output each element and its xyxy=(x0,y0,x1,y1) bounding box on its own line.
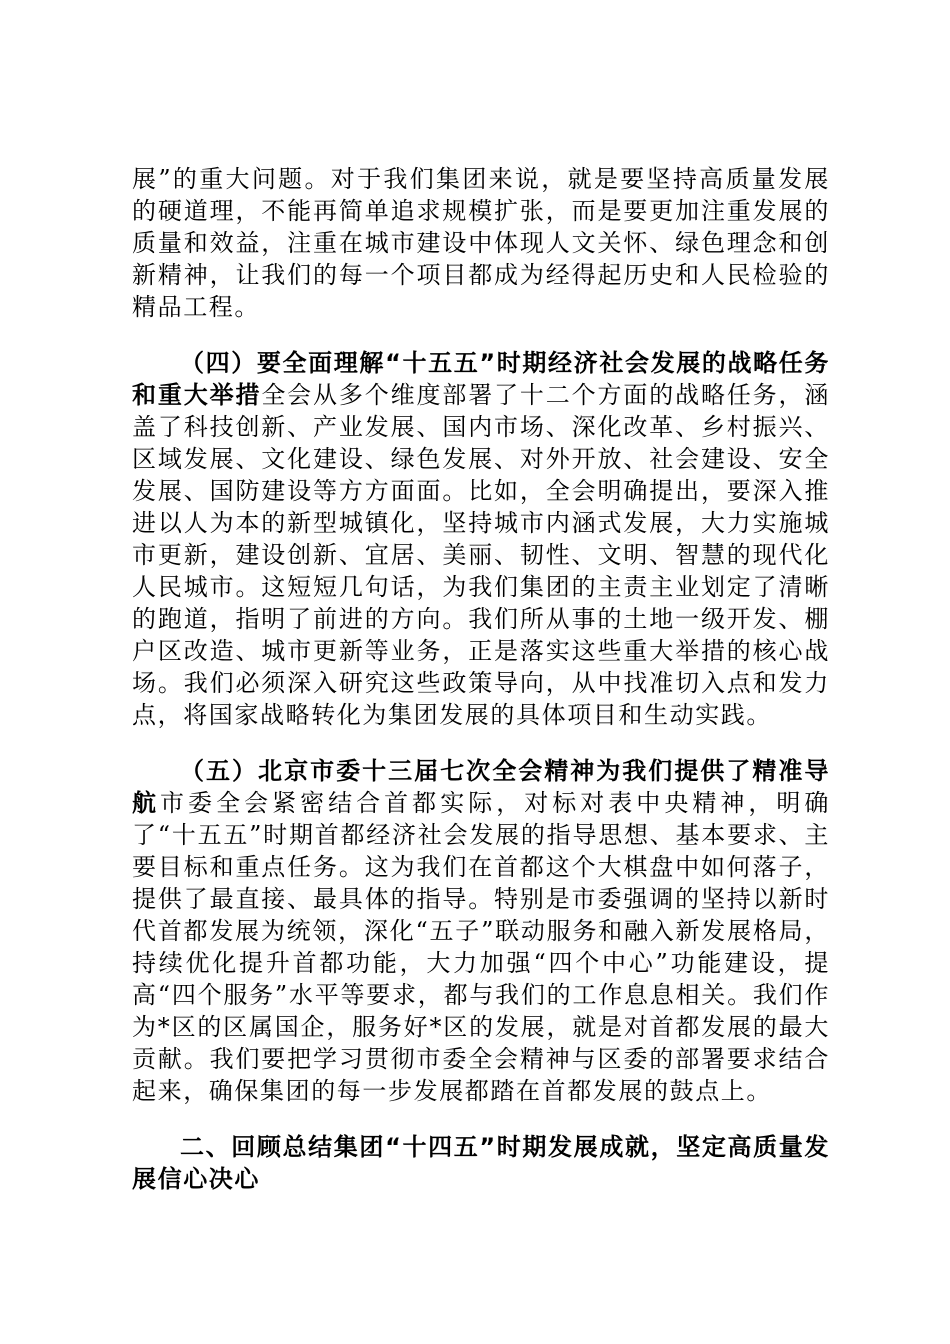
paragraph-five xyxy=(132,755,830,1107)
section-two-heading: 二、回顾总结集团“十四五”时期发展成就，坚定高质量发展信心决心 xyxy=(132,1133,830,1193)
paragraph-four-heading: （四）要全面理解“十五五”时期经济社会发展的战略任务和重大举措 xyxy=(132,349,830,409)
document-page xyxy=(132,163,830,1195)
paragraph-four-body: 全会从多个维度部署了十二个方面的战略任务，涵盖了科技创新、产业发展、国内市场、深化改革、乡村振兴、区域发展、文化建设、绿色发展、对外开放、社会建设、安全发展、国防建设等方方面面。比如，全会明确提出，要深入推进以人为本的新型城镇化，坚持城市内涵式发展，大力实施城市更新，建设创新、宜居、美丽、韧性、文明、智慧的现代化人民城市。这短短几句话，为我们集团的主责主业划定了清晰的跑道，指明了前进的方向。我们所从事的土地一级开发、棚户区改造、城市更新等业务，正是落实这些重大举措的核心战场。我们必须深入研究这些政策导向，从中找准切入点和发力点，将国家战略转化为集团发展的具体项目和生动实践。 xyxy=(132,381,831,729)
paragraph-five-heading: （五）北京市委十三届七次全会精神为我们提供了精准导航 xyxy=(132,757,830,817)
paragraph-continuation: 展”的重大问题。对于我们集团来说，就是要坚持高质量发展的硬道理，不能再简单追求规模扩张，而是要更加注重发展的质量和效益，注重在城市建设中体现人文关怀、绿色理念和创新精神，让我们的每一个项目都成为经得起历史和人民检验的精品工程。 xyxy=(132,165,830,321)
paragraph-four xyxy=(132,347,830,731)
paragraph-five-body: 市委全会紧密结合首都实际，对标对表中央精神，明确了“十五五”时期首都经济社会发展的指导思想、基本要求、主要目标和重点任务。这为我们在首都这个大棋盘中如何落子，提供了最直接、最具体的指导。特别是市委强调的坚持以新时代首都发展为统领，深化“五子”联动服务和融入新发展格局，持续优化提升首都功能，大力加强“四个中心”功能建设，提高“四个服务”水平等要求，都与我们的工作息息相关。我们作为*区的区属国企，服务好*区的发展，就是对首都发展的最大贡献。我们要把学习贯彻市委全会精神与区委的部署要求结合起来，确保集团的每一步发展都踏在首都发展的鼓点上。 xyxy=(132,789,830,1105)
